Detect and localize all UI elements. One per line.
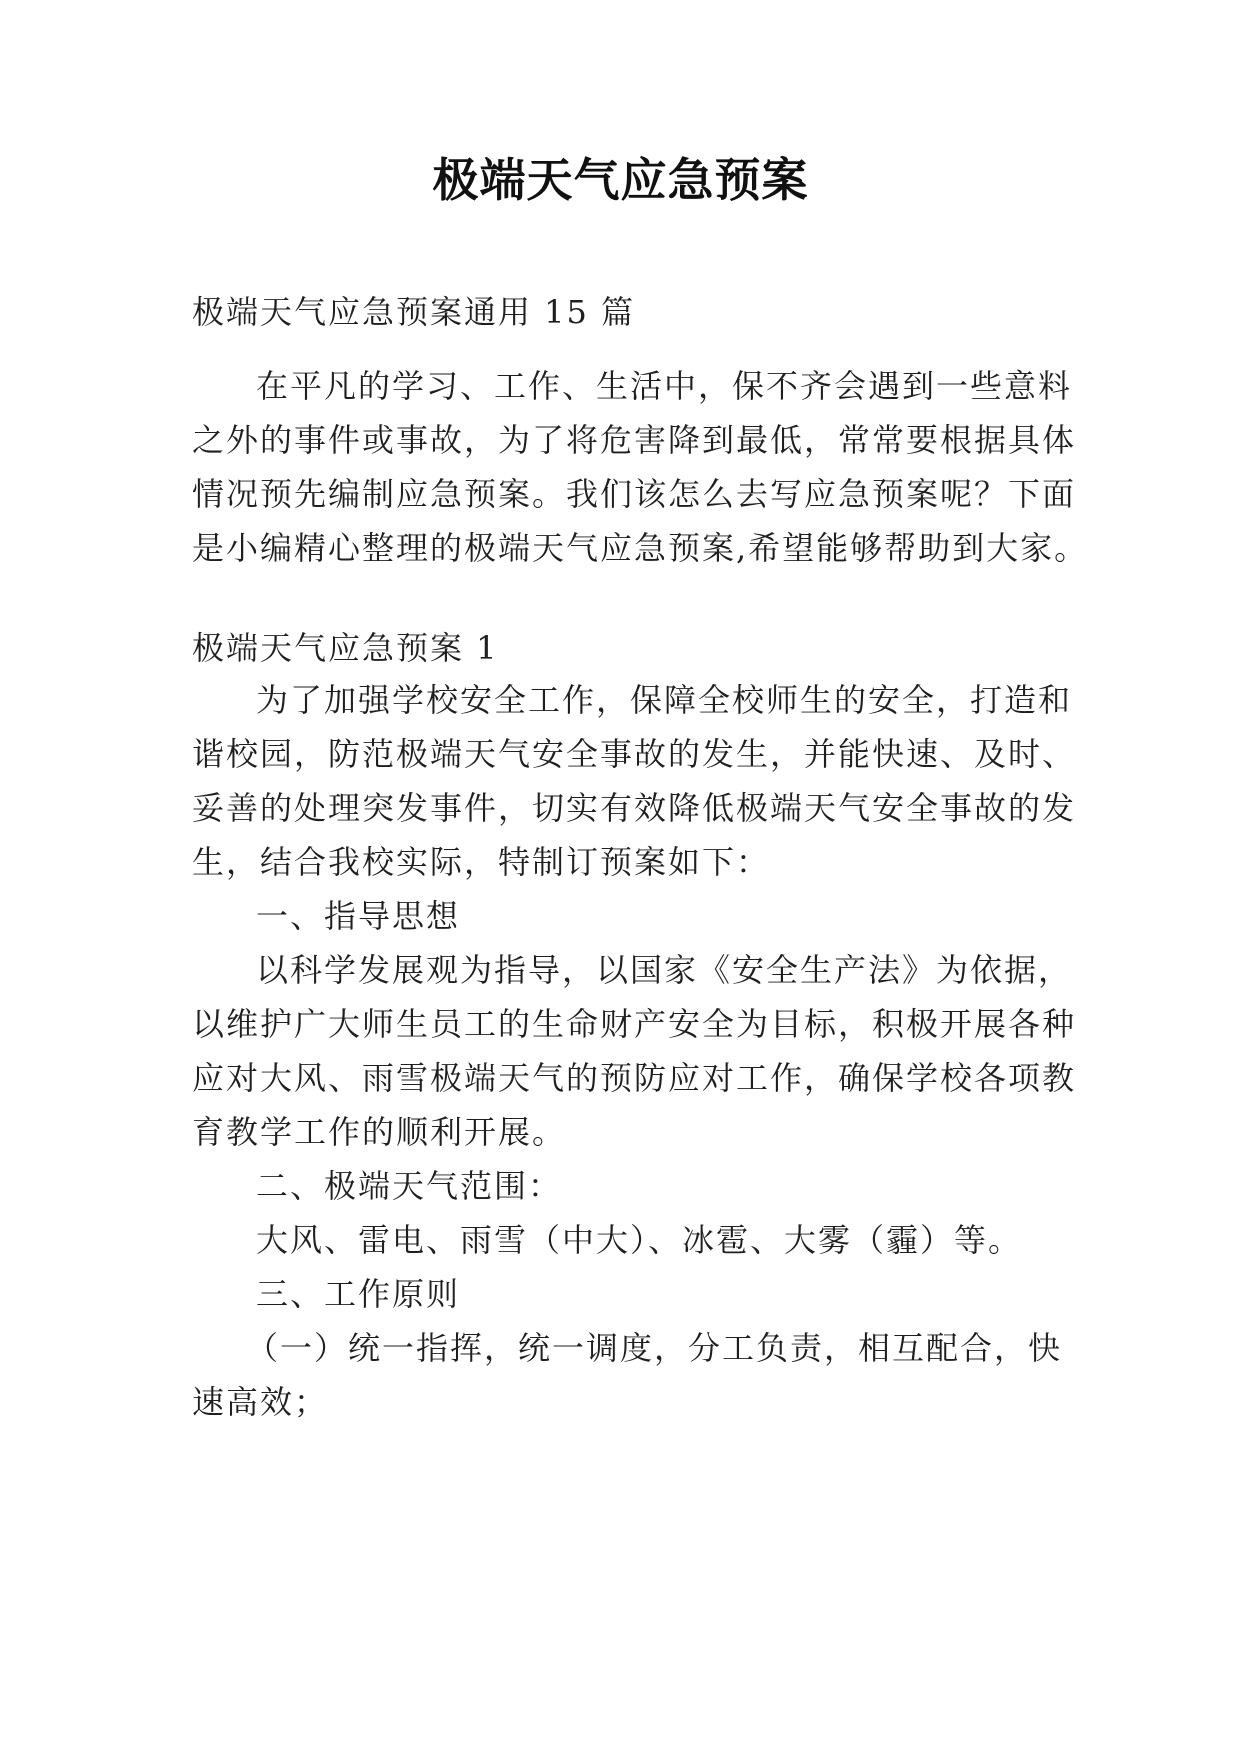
para2-line-4: 育教学工作的顺利开展。 — [192, 1113, 567, 1151]
para1-line-1: 为了加强学校安全工作，保障全校师生的安全，打造和 — [256, 681, 1073, 719]
principle-line-1: （一）统一指挥，统一调度，分工负责，相互配合，快 — [246, 1329, 1063, 1367]
document-subtitle: 极端天气应急预案通用 15 篇 — [192, 293, 636, 331]
para1-line-3: 妥善的处理突发事件，切实有效降低极端天气安全事故的发 — [192, 789, 1077, 827]
intro-line-1: 在平凡的学习、工作、生活中，保不齐会遇到一些意料 — [256, 367, 1073, 405]
para1-line-2: 谐校园，防范极端天气安全事故的发生，并能快速、及时、 — [192, 735, 1077, 773]
principle-line-2: 速高效； — [192, 1383, 329, 1421]
heading-guiding-thought: 一、指导思想 — [256, 897, 461, 935]
document-title: 极端天气应急预案 — [432, 153, 809, 207]
heading-work-principles: 三、工作原则 — [256, 1275, 461, 1313]
intro-line-2: 之外的事件或事故，为了将危害降到最低，常常要根据具体 — [192, 421, 1077, 459]
intro-line-4: 是小编精心整理的极端天气应急预案,希望能够帮助到大家。 — [192, 529, 1089, 567]
section-heading: 极端天气应急预案 1 — [192, 629, 499, 667]
intro-line-3: 情况预先编制应急预案。我们该怎么去写应急预案呢？下面 — [192, 475, 1077, 513]
heading-weather-scope: 二、极端天气范围： — [256, 1167, 563, 1205]
weather-scope-text: 大风、雷电、雨雪（中大）、冰雹、大雾（霾）等。 — [256, 1221, 1023, 1259]
para1-line-4: 生，结合我校实际，特制订预案如下： — [192, 843, 771, 881]
para2-line-1: 以科学发展观为指导，以国家《安全生产法》为依据， — [256, 951, 1073, 989]
para2-line-3: 应对大风、雨雪极端天气的预防应对工作，确保学校各项教 — [192, 1059, 1077, 1097]
para2-line-2: 以维护广大师生员工的生命财产安全为目标，积极开展各种 — [192, 1005, 1077, 1043]
